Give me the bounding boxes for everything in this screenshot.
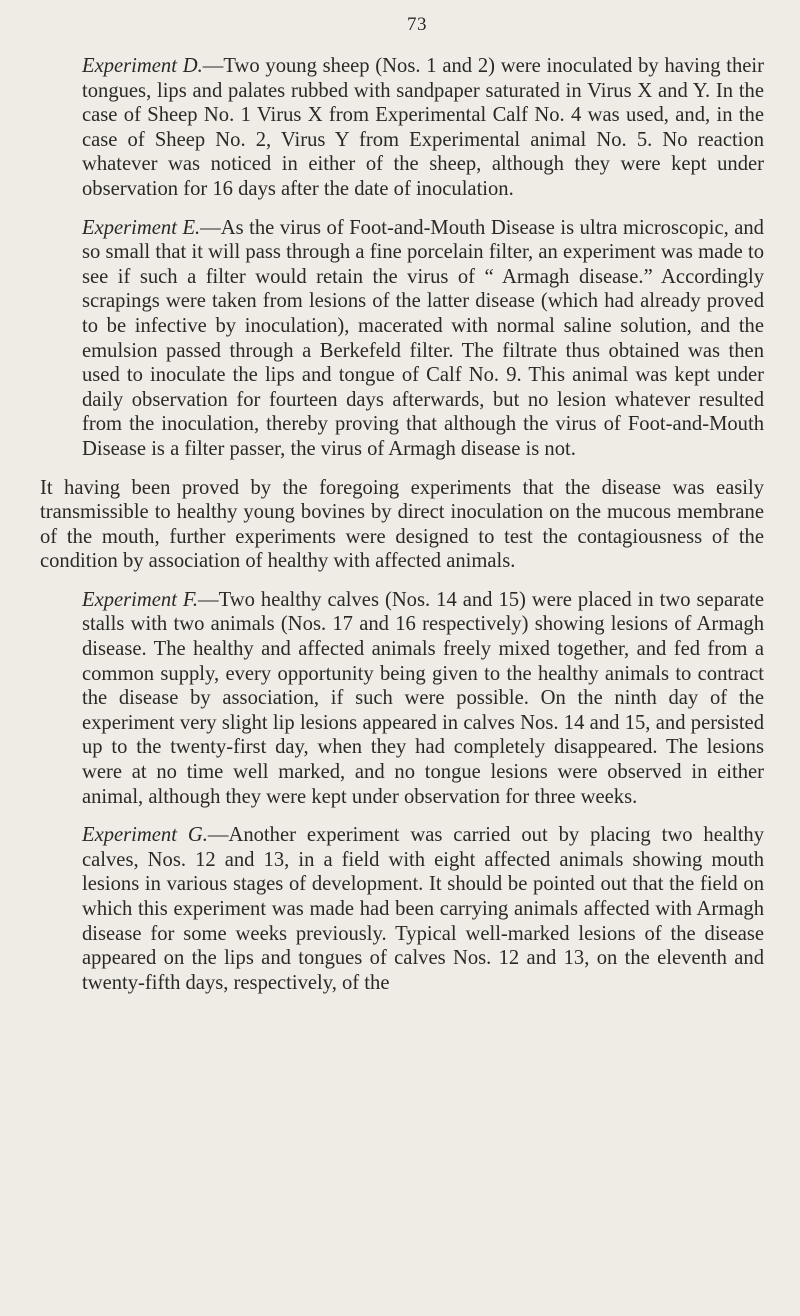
experiment-label: Experiment D. bbox=[82, 55, 203, 77]
experiment-label: Experiment E. bbox=[82, 216, 201, 239]
paragraph-text: —As the virus of Foot-and-Mouth Disease is ultra microscopic, and so small that it will pass through a fine porcelain filter, an experiment was made to see if such a filter would retain the virus of “ Armagh disease.” Accordingly scrapings were taken from lesions of the latter disease (which had already proved to be infective by inoculation), macerated with normal saline solution, and the emulsion passed through a Berkefeld filter. The filtrate thus obtained was then used to inoculate the lips and tongue of Calf No. 9. This animal was kept under daily observation for fourteen days afterwards, but no lesion whatever resulted from the inoculation, thereby proving that although the virus of Foot-and-Mouth Disease is a filter passer, the virus of Armagh disease is not. bbox=[82, 216, 764, 460]
paragraph-text: It having been proved by the foregoing experiments that the disease was easily transmissible to healthy young bovines by direct inoculation on the mucous membrane of the mouth, further experiments were designed to test the contagiousness of the condition by association of healthy with affected animals. bbox=[40, 476, 764, 573]
page-number: 73 bbox=[407, 14, 427, 35]
experiment-label: Experiment F. bbox=[82, 588, 198, 611]
paragraph-experiment-f bbox=[82, 588, 764, 809]
paragraph-experiment-g bbox=[82, 823, 764, 995]
paragraph-experiment-d bbox=[82, 54, 764, 202]
paragraph-experiment-e bbox=[82, 216, 764, 462]
paragraph-text: —Another experiment was carried out by placing two healthy calves, Nos. 12 and 13, in a field with eight affected animals showing mouth lesions in various stages of development. It should be pointed out that the field on which this experiment was made had been carrying animals affected with Armagh disease for some weeks previously. Typical well-marked lesions of the disease appeared on the lips and tongues of calves Nos. 12 and 13, on the eleventh and twenty-fifth days, respectively, of the bbox=[82, 824, 765, 994]
paragraph-text: —Two healthy calves (Nos. 14 and 15) were placed in two separate stalls with two animals (Nos. 17 and 16 respectively) showing lesions of Armagh disease. The healthy and affected animals freely mixed together, and fed from a common supply, every opportunity being given to the healthy animals to contract the disease by association, if such were possible. On the ninth day of the experiment very slight lip lesions appeared in calves Nos. 14 and 15, and persisted up to the twenty-first day, when they had completely disappeared. The lesions were at no time well marked, and no tongue lesions were observed in either animal, although they were kept under observation for three weeks. bbox=[82, 588, 764, 808]
experiment-label: Experiment G. bbox=[82, 824, 208, 847]
paragraph-text: —Two young sheep (Nos. 1 and 2) were inoculated by having their tongues, lips and palates rubbed with sandpaper saturated in Virus X and Y. In the case of Sheep No. 1 Virus X from Experimental Calf No. 4 was used, and, in the case of Sheep No. 2, Virus Y from Experimental animal No. 5. No reaction whatever was noticed in either of the sheep, although they were kept under observation for 16 days after the date of inoculation. bbox=[82, 55, 765, 200]
paragraph-transition bbox=[40, 476, 764, 574]
